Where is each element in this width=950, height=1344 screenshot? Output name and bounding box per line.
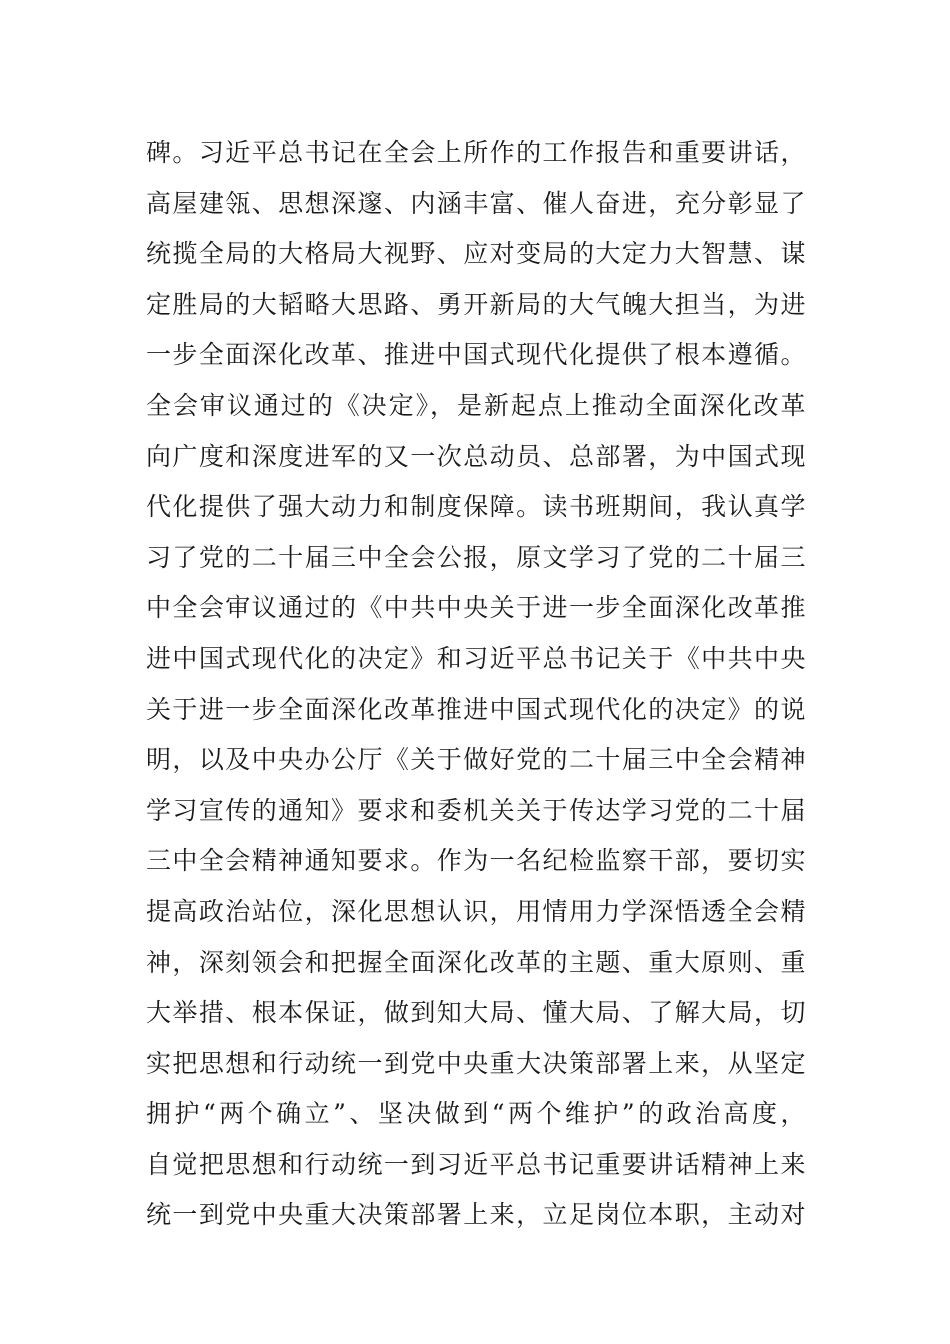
text-line: 碑。习近平总书记在全会上所作的工作报告和重要讲话， (146, 138, 806, 167)
text-line: 高屋建瓴、思想深邃、内涵丰富、催人奋进，充分彰显了 (146, 188, 806, 218)
text-line: 全会审议通过的《决定》，是新起点上推动全面深化改革 (146, 390, 806, 420)
text-line: 实把思想和行动统一到党中央重大决策部署上来，从坚定 (146, 1048, 806, 1078)
text-line: 自觉把思想和行动统一到习近平总书记重要讲话精神上来 (146, 1149, 806, 1179)
text-line: 向广度和深度进军的又一次总动员、总部署，为中国式现 (146, 441, 806, 471)
text-line: 提高政治站位，深化思想认识，用情用力学深悟透全会精 (146, 896, 806, 926)
body-text (146, 128, 806, 1241)
text-line: 神，深刻领会和把握全面深化改革的主题、重大原则、重 (146, 947, 806, 977)
text-line: 统一到党中央重大决策部署上来，立足岗位本职，主动对 (146, 1200, 806, 1230)
text-line: 拥护“两个确立”、坚决做到“两个维护”的政治高度， (146, 1099, 806, 1129)
text-line: 明，以及中央办公厅《关于做好党的二十届三中全会精神 (146, 745, 806, 775)
text-line: 一步全面深化改革、推进中国式现代化提供了根本遵循。 (146, 340, 806, 370)
text-line: 定胜局的大韬略大思路、勇开新局的大气魄大担当，为进 (146, 289, 806, 319)
text-line: 学习宣传的通知》要求和委机关关于传达学习党的二十届 (146, 795, 806, 825)
text-line: 关于进一步全面深化改革推进中国式现代化的决定》的说 (146, 694, 806, 724)
text-line: 三中全会精神通知要求。作为一名纪检监察干部，要切实 (146, 846, 806, 876)
text-line: 代化提供了强大动力和制度保障。读书班期间，我认真学 (146, 492, 806, 522)
text-line: 习了党的二十届三中全会公报，原文学习了党的二十届三 (146, 542, 806, 572)
text-line: 统揽全局的大格局大视野、应对变局的大定力大智慧、谋 (146, 239, 806, 269)
text-line: 中全会审议通过的《中共中央关于进一步全面深化改革推 (146, 593, 806, 623)
text-line: 大举措、根本保证，做到知大局、懂大局、了解大局，切 (146, 998, 806, 1028)
text-line: 进中国式现代化的决定》和习近平总书记关于《中共中央 (146, 643, 806, 673)
